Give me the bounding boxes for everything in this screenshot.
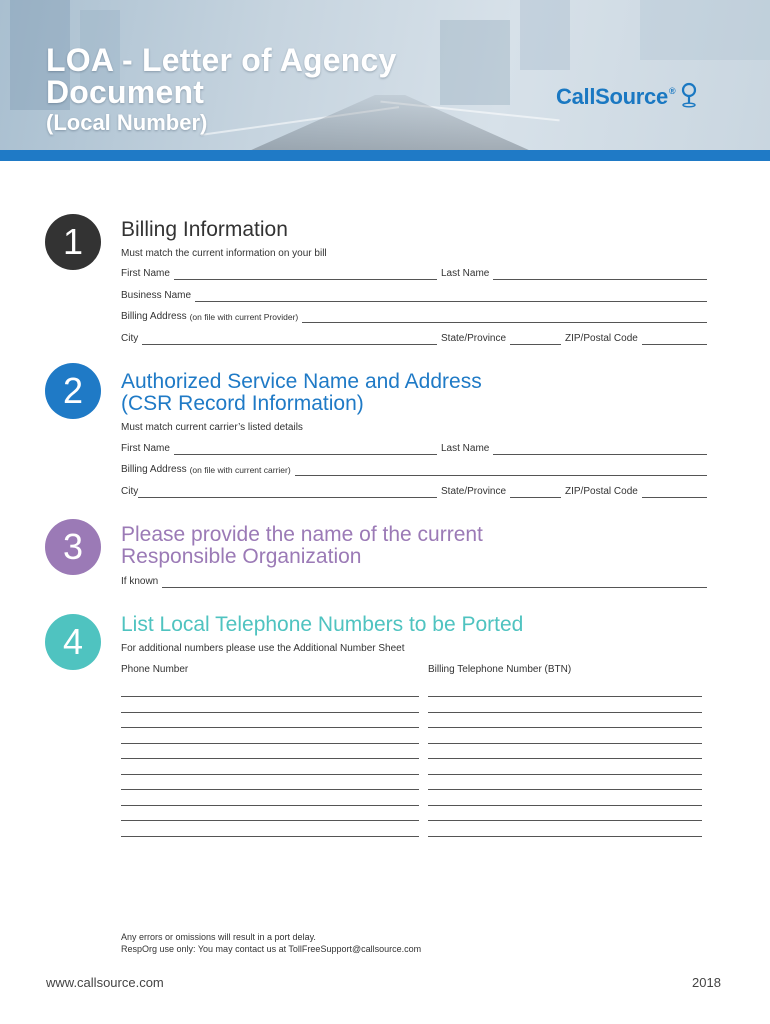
btn-number-line[interactable]	[428, 696, 702, 697]
section-3-title-line-2: Responsible Organization	[121, 545, 362, 568]
phone-number-column-header: Phone Number	[121, 664, 189, 675]
section-2-title-line-1: Authorized Service Name and Address	[121, 370, 482, 393]
section-2-title-line-2: (CSR Record Information)	[121, 392, 364, 415]
section-3-title	[121, 524, 483, 568]
billing-address-note: (on file with current Provider)	[189, 312, 299, 322]
phone-number-line[interactable]	[121, 836, 419, 837]
city-label: City	[121, 333, 139, 344]
btn-number-line[interactable]	[428, 774, 702, 775]
section-3-if-known-field[interactable]	[121, 576, 707, 588]
billing-address-label: Billing Address	[121, 464, 187, 475]
state-label: State/Province	[441, 486, 507, 497]
section-1-note: Must match the current information on your bill	[121, 248, 327, 259]
btn-number-line[interactable]	[428, 820, 702, 821]
section-2-number-badge: 2	[45, 363, 101, 419]
billing-address-note: (on file with current carrier)	[189, 465, 291, 475]
section-1-state-field[interactable]	[441, 333, 561, 345]
btn-number-line[interactable]	[428, 712, 702, 713]
section-2-zip-field[interactable]	[565, 486, 707, 498]
section-2-title	[121, 371, 482, 415]
phone-number-line[interactable]	[121, 789, 419, 790]
billing-address-label: Billing Address	[121, 311, 187, 322]
header-banner	[0, 0, 770, 150]
btn-number-line[interactable]	[428, 743, 702, 744]
first-name-label: First Name	[121, 443, 170, 454]
logo-text: CallSource	[556, 84, 668, 109]
btn-number-line[interactable]	[428, 836, 702, 837]
footnote-line-1: Any errors or omissions will result in a port delay.	[121, 932, 316, 942]
document-subtitle: (Local Number)	[46, 110, 208, 135]
section-3-number-badge: 3	[45, 519, 101, 575]
btn-number-line[interactable]	[428, 805, 702, 806]
last-name-label: Last Name	[441, 443, 490, 454]
phone-number-line[interactable]	[121, 758, 419, 759]
section-2-last-name-field[interactable]	[441, 443, 707, 455]
title-line-2: Document	[46, 74, 205, 110]
header-accent-bar	[0, 150, 770, 161]
section-2-city-row	[121, 486, 707, 498]
section-3-known-row	[121, 576, 707, 588]
btn-number-line[interactable]	[428, 758, 702, 759]
btn-number-line[interactable]	[428, 727, 702, 728]
zip-label: ZIP/Postal Code	[565, 486, 638, 497]
footer-website[interactable]: www.callsource.com	[46, 975, 164, 990]
registered-mark: ®	[668, 86, 676, 96]
section-1-address-row	[121, 311, 707, 323]
location-pin-icon	[681, 82, 697, 114]
section-4-title: List Local Telephone Numbers to be Ported	[121, 613, 524, 636]
callsource-logo	[556, 84, 697, 114]
section-1-number-badge: 1	[45, 214, 101, 270]
section-4-note: For additional numbers please use the Additional Number Sheet	[121, 643, 405, 654]
section-2-first-name-field[interactable]	[121, 443, 437, 455]
section-1-business-row	[121, 290, 707, 302]
business-name-label: Business Name	[121, 290, 192, 301]
section-2-state-field[interactable]	[441, 486, 561, 498]
section-1-city-row	[121, 333, 707, 345]
btn-column-header: Billing Telephone Number (BTN)	[428, 664, 572, 675]
section-2-billing-address-field[interactable]	[121, 464, 707, 476]
footnote	[121, 931, 421, 955]
phone-number-line[interactable]	[121, 743, 419, 744]
phone-number-line[interactable]	[121, 805, 419, 806]
section-1-title: Billing Information	[121, 218, 288, 241]
section-1-last-name-field[interactable]	[441, 268, 707, 280]
title-line-1: LOA - Letter of Agency	[46, 42, 397, 78]
footer-year: 2018	[692, 975, 721, 990]
section-1-billing-address-field[interactable]	[121, 311, 707, 323]
zip-label: ZIP/Postal Code	[565, 333, 638, 344]
section-1-city-field[interactable]	[121, 333, 437, 345]
section-3-title-line-1: Please provide the name of the current	[121, 523, 483, 546]
footnote-line-2: RespOrg use only: You may contact us at TollFreeSupport@callsource.com	[121, 944, 422, 954]
section-4-number-badge: 4	[45, 614, 101, 670]
section-1-first-name-field[interactable]	[121, 268, 437, 280]
document-title	[46, 44, 397, 108]
phone-number-line[interactable]	[121, 727, 419, 728]
first-name-label: First Name	[121, 268, 170, 279]
state-label: State/Province	[441, 333, 507, 344]
section-1-name-row	[121, 268, 707, 280]
city-label: City	[121, 486, 139, 497]
btn-number-line[interactable]	[428, 789, 702, 790]
phone-number-line[interactable]	[121, 712, 419, 713]
if-known-label: If known	[121, 576, 159, 587]
section-2-city-field[interactable]	[121, 486, 437, 498]
section-2-address-row	[121, 464, 707, 476]
section-2-name-row	[121, 443, 707, 455]
last-name-label: Last Name	[441, 268, 490, 279]
section-2-note: Must match current carrier’s listed details	[121, 422, 303, 433]
phone-number-line[interactable]	[121, 774, 419, 775]
section-1-business-name-field[interactable]	[121, 290, 707, 302]
phone-number-line[interactable]	[121, 820, 419, 821]
section-1-zip-field[interactable]	[565, 333, 707, 345]
phone-number-line[interactable]	[121, 696, 419, 697]
